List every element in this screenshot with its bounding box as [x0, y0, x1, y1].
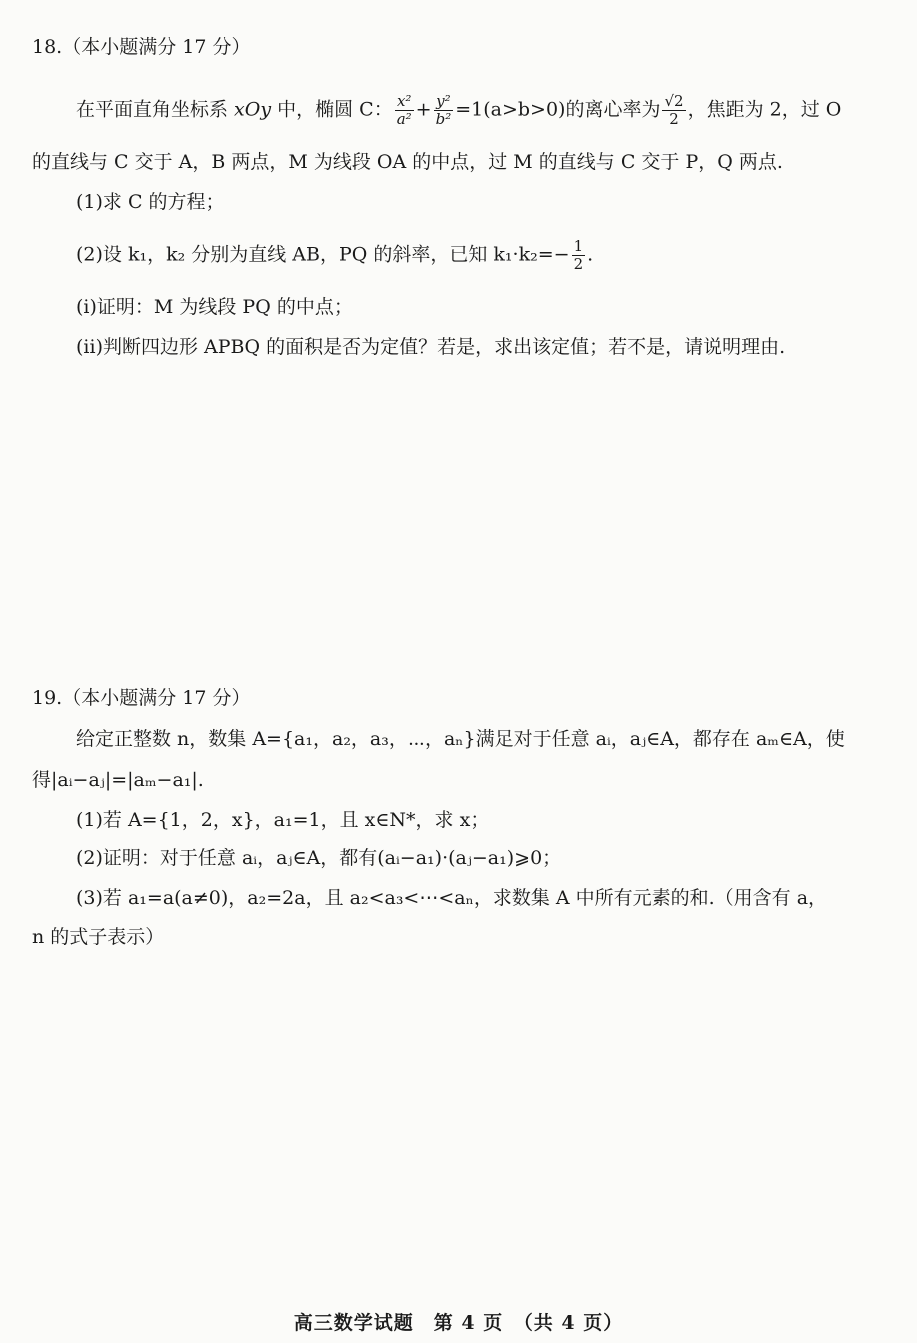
q18-intro-line1	[76, 93, 841, 128]
q18-intro-text-1: 在平面直角坐标系	[76, 98, 235, 121]
q18-intro-text-4: ，焦距为 2，过 O	[687, 98, 842, 121]
fraction-one-half	[572, 238, 586, 273]
fraction-denominator: a²	[396, 110, 412, 128]
fraction-numerator: √2	[664, 92, 684, 110]
fraction-denominator: 2	[669, 110, 679, 128]
fraction-denominator: b²	[435, 110, 452, 128]
q18-part1: (1)求 C 的方程；	[76, 191, 225, 213]
q18-header: 18.（本小题满分 17 分）	[32, 36, 251, 58]
fraction-numerator: 1	[573, 237, 584, 255]
coordinate-system-symbol: xOy	[234, 98, 272, 121]
plus-sign: +	[415, 98, 432, 121]
q18-intro-line2: 的直线与 C 交于 A，B 两点，M 为线段 OA 的中点，过 M 的直线与 C 交于 P，Q 两点.	[32, 151, 783, 173]
q18-part2-text-2: .	[587, 243, 594, 266]
fraction-numerator: y²	[434, 93, 454, 111]
q18-part2	[76, 238, 593, 273]
fraction-y2-b2	[434, 93, 454, 128]
q18-intro-text-3: =1(a>b>0)的离心率为	[455, 98, 661, 121]
q18-part2-text-1: (2)设 k₁，k₂ 分别为直线 AB，PQ 的斜率，已知 k₁·k₂=−	[76, 243, 570, 266]
q19-part3-line1: (3)若 a₁=a(a≠0)，a₂=2a，且 a₂<a₃<⋯<aₙ，求数集 A 中所有元素的和.（用含有 a，	[76, 887, 828, 909]
q18-sub-i: (i)证明：M 为线段 PQ 的中点；	[76, 296, 353, 318]
q19-part2: (2)证明：对于任意 aᵢ，aⱼ∈A，都有(aᵢ−a₁)·(aⱼ−a₁)⩾0；	[76, 847, 562, 869]
q18-sub-ii: (ii)判断四边形 APBQ 的面积是否为定值？若是，求出该定值；若不是，请说明理由.	[76, 336, 786, 358]
q19-part1: (1)若 A={1，2，x}，a₁=1，且 x∈N*，求 x；	[76, 809, 490, 831]
fraction-denominator: 2	[573, 255, 584, 273]
q19-header: 19.（本小题满分 17 分）	[32, 687, 251, 709]
q19-intro-line2: 得|aᵢ−aⱼ|=|aₘ−a₁|.	[32, 769, 204, 791]
q18-intro-text-2: 中，椭圆 C：	[271, 98, 393, 121]
fraction-numerator: x²	[395, 93, 414, 111]
fraction-sqrt2-over-2	[662, 93, 685, 128]
q19-part3-line2: n 的式子表示）	[32, 926, 165, 948]
q19-intro-line1: 给定正整数 n，数集 A={a₁，a₂，a₃，⋯，aₙ}满足对于任意 aᵢ，aⱼ∈A，都存在 aₘ∈A，使	[76, 728, 845, 750]
page-footer: 高三数学试题 第 4 页 （共 4 页）	[293, 1312, 624, 1334]
fraction-x2-a2	[395, 93, 414, 128]
